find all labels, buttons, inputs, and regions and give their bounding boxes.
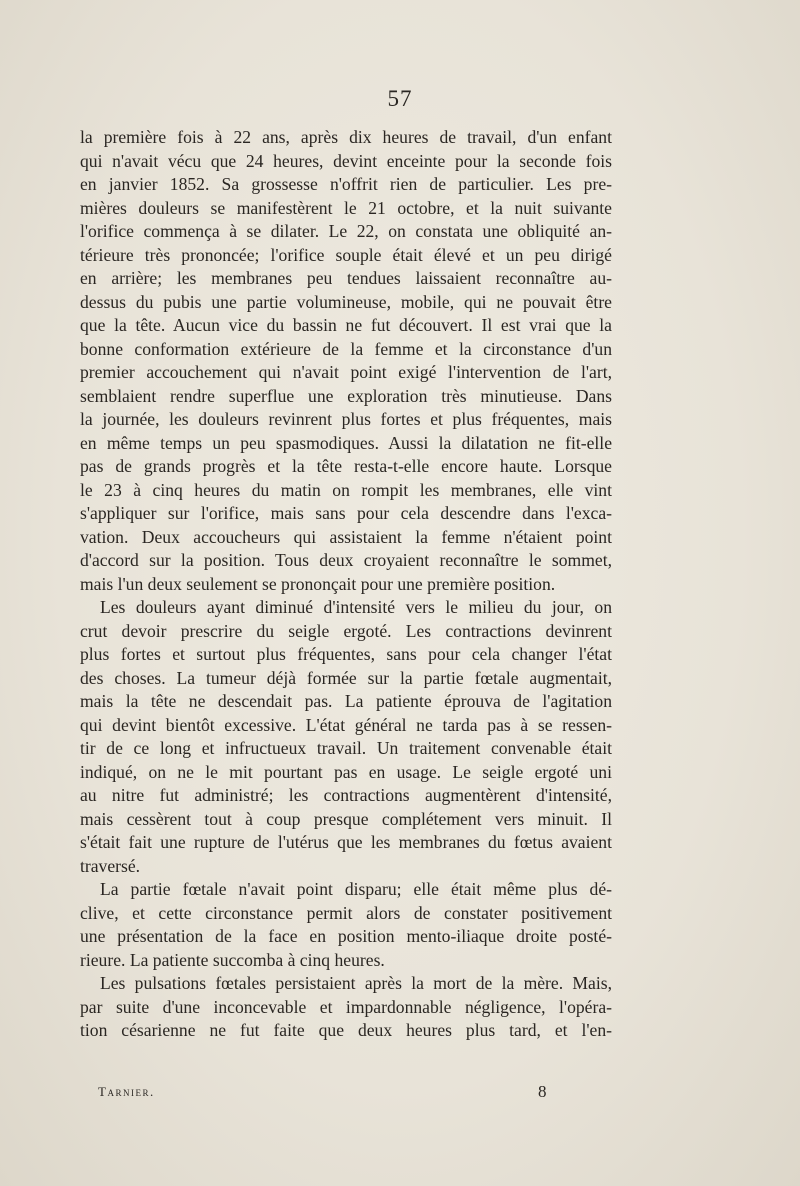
- text-line: indiqué, on ne le mit pourtant pas en usage. Le seigle ergoté uni: [80, 761, 612, 782]
- text-line: rieure. La patiente succomba à cinq heures.: [80, 949, 385, 970]
- text-line: s'était fait une rupture de l'utérus que les membranes du fœtus avaient: [80, 832, 612, 852]
- text-line: au nitre fut administré; les contractions augmentèrent d'intensité,: [80, 785, 612, 805]
- page-number: 57: [387, 86, 413, 111]
- text-line: la première fois à 22 ans, après dix heures de travail, d'un enfant: [80, 127, 612, 147]
- text-line: des choses. La tumeur déjà formée sur la partie fœtale augmentait,: [80, 667, 612, 688]
- text-line: mais cessèrent tout à coup presque complétement vers minuit. Il: [80, 808, 612, 829]
- body-text: [80, 126, 612, 1043]
- text-line: le 23 à cinq heures du matin on rompit les membranes, elle vint: [80, 479, 612, 500]
- text-line: semblaient rendre superflue une exploration très minutieuse. Dans: [80, 385, 612, 406]
- text-line: mais l'un deux seulement se prononçait pour une première position.: [80, 573, 556, 594]
- text-line: tion césarienne ne fut faite que deux heures plus tard, et l'en-: [80, 1020, 612, 1040]
- text-line: mais la tête ne descendait pas. La patiente éprouva de l'agitation: [80, 691, 612, 711]
- text-line: dessus du pubis une partie volumineuse, mobile, qui ne pouvait être: [80, 291, 612, 312]
- text-line: en arrière; les membranes peu tendues laissaient reconnaître au-: [80, 268, 612, 288]
- paragraph: [80, 972, 612, 1043]
- text-line: que la tête. Aucun vice du bassin ne fut découvert. Il est vrai que la: [80, 315, 612, 335]
- text-line: Les douleurs ayant diminué d'intensité vers le milieu du jour, on: [100, 597, 612, 617]
- text-line: Les pulsations fœtales persistaient après la mort de la mère. Mais,: [100, 973, 612, 993]
- text-line: l'orifice commença à se dilater. Le 22, on constata une obliquité an-: [80, 221, 612, 241]
- paragraph: [80, 596, 612, 878]
- text-line: traversé.: [80, 855, 141, 876]
- text-line: par suite d'une inconcevable et impardonnable négligence, l'opéra-: [80, 996, 612, 1017]
- text-line: une présentation de la face en position mento-iliaque droite posté-: [80, 926, 612, 946]
- text-line: s'appliquer sur l'orifice, mais sans pour cela descendre dans l'exca-: [80, 503, 612, 523]
- text-line: la journée, les douleurs revinrent plus fortes et plus fréquentes, mais: [80, 409, 612, 429]
- paragraph: [80, 126, 612, 596]
- text-line: qui n'avait vécu que 24 heures, devint enceinte pour la seconde fois: [80, 150, 612, 171]
- text-line: mières douleurs se manifestèrent le 21 octobre, et la nuit suivante: [80, 197, 612, 218]
- text-line: térieure très prononcée; l'orifice souple était élevé et un peu dirigé: [80, 244, 612, 265]
- text-line: vation. Deux accoucheurs qui assistaient la femme n'étaient point: [80, 526, 612, 547]
- text-line: clive, et cette circonstance permit alors de constater positivement: [80, 902, 612, 923]
- text-line: qui devint bientôt excessive. L'état général ne tarda pas à se ressen-: [80, 714, 612, 735]
- text-line: La partie fœtale n'avait point disparu; elle était même plus dé-: [100, 879, 612, 899]
- text-line: d'accord sur la position. Tous deux croyaient reconnaître le sommet,: [80, 550, 612, 570]
- text-line: tir de ce long et infructueux travail. Un traitement convenable était: [80, 738, 612, 758]
- text-line: plus fortes et surtout plus fréquentes, sans pour cela changer l'état: [80, 644, 612, 664]
- footer-author: Tarnier.: [98, 1084, 155, 1099]
- text-line: pas de grands progrès et la tête resta-t-elle encore haute. Lorsque: [80, 456, 612, 476]
- text-line: bonne conformation extérieure de la femme et la circonstance d'un: [80, 338, 612, 359]
- text-line: en même temps un peu spasmodiques. Aussi la dilatation ne fit-elle: [80, 432, 612, 453]
- signature-mark: 8: [538, 1082, 547, 1101]
- text-line: crut devoir prescrire du seigle ergoté. Les contractions devinrent: [80, 620, 612, 641]
- paragraph: [80, 878, 612, 972]
- text-line: premier accouchement qui n'avait point exigé l'intervention de l'art,: [80, 362, 612, 382]
- text-line: en janvier 1852. Sa grossesse n'offrit rien de particulier. Les pre-: [80, 174, 612, 194]
